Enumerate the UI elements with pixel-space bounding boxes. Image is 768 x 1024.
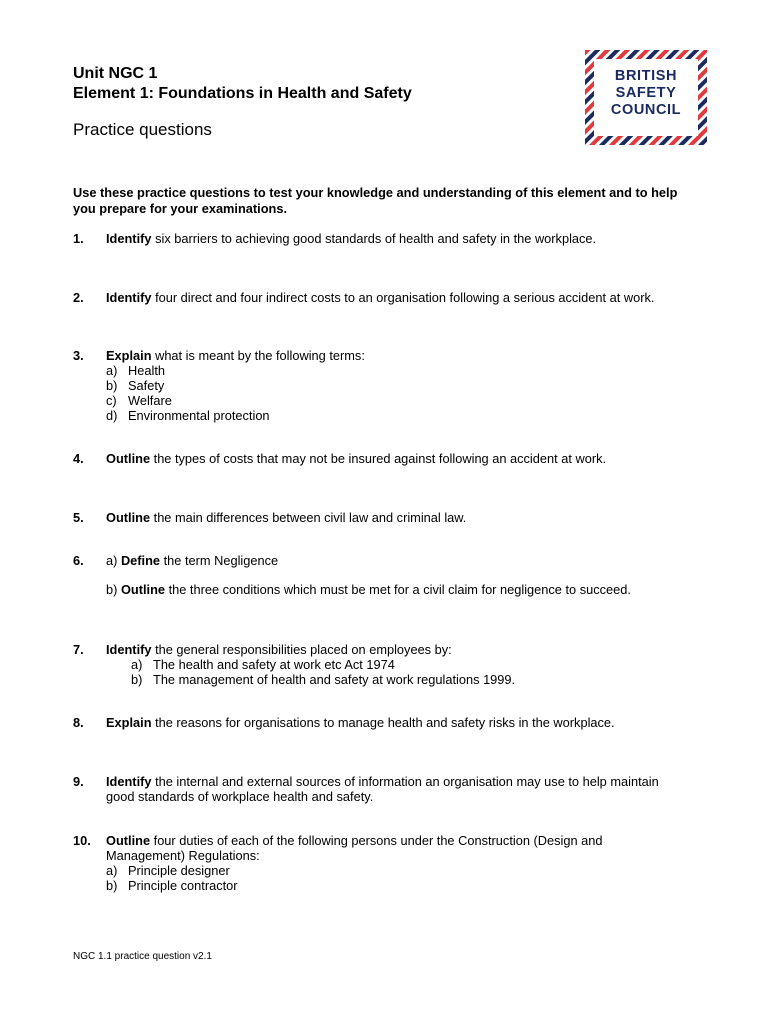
question-number: 9. [73,774,84,789]
sub-item-text: The health and safety at work etc Act 1974 [153,657,395,672]
sub-item-label: b) [106,878,118,893]
logo-line: COUNCIL [610,102,682,118]
logo-line: BRITISH [614,68,678,84]
sub-item [106,657,666,672]
sub-item [106,378,666,393]
command-verb: Outline [106,510,151,525]
question-text: the internal and external sources of information an organisation may use to help maintain good standards of workplace health and safety. [106,774,659,804]
command-verb: Identify [106,290,152,305]
sub-item-label: a) [106,863,118,878]
command-verb: Outline [106,451,151,466]
question-body [106,290,666,305]
element-title: Element 1: Foundations in Health and Safety [73,85,412,102]
question-body [106,451,666,466]
sub-item-text: Health [128,363,165,378]
command-verb: Explain [106,715,152,730]
sub-item-text: The management of health and safety at work regulations 1999. [153,672,516,687]
question-number: 3. [73,348,84,363]
sub-item-label: b) [106,378,118,393]
logo-line: SAFETY [615,85,677,101]
sub-item [106,863,666,878]
sub-item [106,393,666,408]
question-body [106,715,666,730]
question-text: the reasons for organisations to manage health and safety risks in the workplace. [151,715,615,730]
question-number: 7. [73,642,84,657]
question-text: the term Negligence [160,553,279,568]
sub-item [106,363,666,378]
question-number: 1. [73,231,84,246]
question-number: 2. [73,290,84,305]
question-text: four duties of each of the following persons under the Construction (Design and Management) Regulations: [106,833,603,863]
command-verb: Define [120,553,161,568]
sub-item-label: a) [131,657,143,672]
question-text: the three conditions which must be met for a civil claim for negligence to succeed. [165,582,631,597]
sub-item [106,408,666,423]
question-body [106,642,666,687]
question-number: 8. [73,715,84,730]
question-number: 4. [73,451,84,466]
command-verb: Explain [106,348,152,363]
question-body [106,553,666,597]
page-subtitle: Practice questions [73,120,212,139]
sub-item-text: Principle contractor [128,878,238,893]
footer-version: NGC 1.1 practice question v2.1 [73,951,212,962]
question-text: four direct and four indirect costs to an organisation following a serious accident at work. [151,290,655,305]
command-verb: Identify [106,774,152,789]
question-body [106,348,666,423]
command-verb: Outline [106,833,151,848]
sub-item-label: d) [106,408,118,423]
question-number: 6. [73,553,84,568]
command-verb: Outline [120,582,166,597]
sub-item [106,672,666,687]
part-prefix: a) [106,553,121,568]
sub-item [106,878,666,893]
question-part-b [106,582,666,597]
question-part-a [106,553,666,568]
sub-item-label: b) [131,672,143,687]
question-number: 10. [73,833,91,848]
question-body [106,833,666,893]
question-text: the main differences between civil law and criminal law. [150,510,467,525]
sub-item-text: Safety [128,378,165,393]
question-text: six barriers to achieving good standards of health and safety in the workplace. [151,231,597,246]
british-safety-council-logo [585,50,707,145]
question-number: 5. [73,510,84,525]
sub-item-label: c) [106,393,117,408]
intro-text: Use these practice questions to test your knowledge and understanding of this element and to help you prepare for your examinations. [73,185,678,216]
sub-item-text: Environmental protection [128,408,270,423]
unit-title: Unit NGC 1 [73,65,158,82]
question-body [106,774,666,804]
question-text: what is meant by the following terms: [151,348,365,363]
command-verb: Identify [106,642,152,657]
question-body [106,231,666,246]
sub-item-text: Principle designer [128,863,230,878]
command-verb: Identify [106,231,152,246]
question-body [106,510,666,525]
sub-item-text: Welfare [128,393,172,408]
question-text: the general responsibilities placed on employees by: [151,642,452,657]
part-prefix: b) [106,582,121,597]
question-text: the types of costs that may not be insured against following an accident at work. [150,451,607,466]
sub-item-label: a) [106,363,118,378]
logo-text [585,68,707,119]
